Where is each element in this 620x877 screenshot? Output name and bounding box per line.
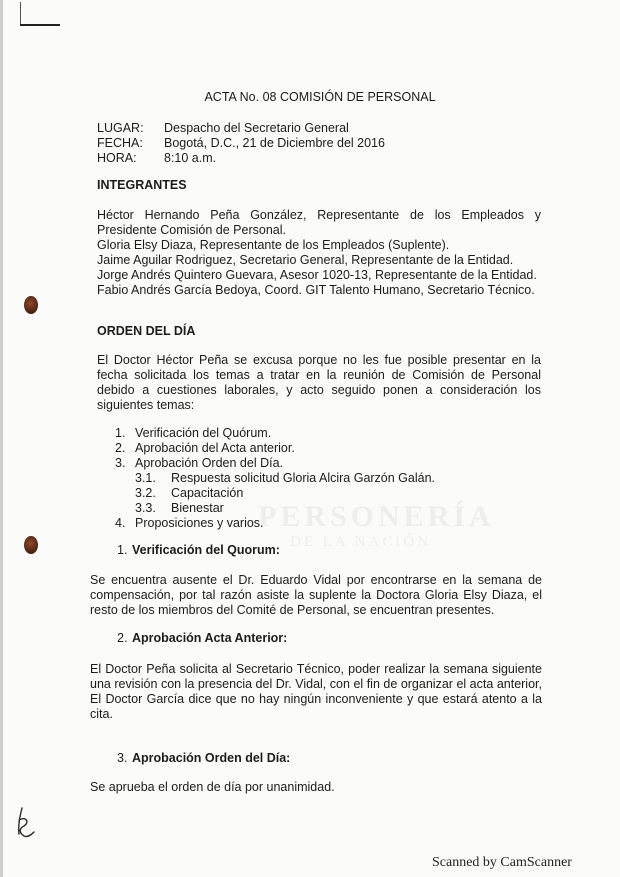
section-2-heading: 2. Aprobación Acta Anterior: (117, 631, 288, 645)
punch-hole-top (24, 296, 38, 314)
orden-intro: El Doctor Héctor Peña se excusa porque no les fue posible presentar en la fecha solicitada los temas a tratar en la reunión de Comisión de Personal debido a cuestiones laborales, y acto seguido ponen a consideración los siguientes temas: (97, 353, 541, 412)
handwritten-signature (12, 806, 38, 842)
section-2-body: El Doctor Peña solicita al Secretario Técnico, poder realizar la semana siguiente una revisión con la presencia del Dr. Vidal, con el fin de organizar el acta anterior, El Doctor García dice que no hay ningún inconveniente y que estará atento a la cita. (90, 662, 542, 721)
page-edge (0, 0, 3, 877)
punch-hole-bottom (24, 536, 38, 554)
watermark-seal-line2: DE LA NACIÓN (290, 534, 431, 550)
agenda-item: 1. Verificación del Quórum. (115, 426, 272, 440)
meta-label-hora: HORA: (97, 151, 137, 165)
section-3-body: Se aprueba el orden de día por unanimidad. (90, 780, 335, 794)
meta-value-hora: 8:10 a.m. (164, 151, 217, 165)
agenda-subitem: 3.2. Capacitación (135, 486, 244, 500)
section-3-heading: 3. Aprobación Orden del Día: (117, 751, 291, 765)
agenda-list (115, 426, 435, 531)
integrantes-heading: INTEGRANTES (97, 178, 187, 192)
scanner-footer: Scanned by CamScanner (432, 855, 572, 870)
member-entry: Héctor Hernando Peña González, Representante de los Empleados y Presidente Comisión de Personal. (97, 208, 541, 237)
meta-value-lugar: Despacho del Secretario General (164, 121, 349, 135)
agenda-subitem: 3.1. Respuesta solicitud Gloria Alcira Garzón Galán. (135, 471, 436, 485)
agenda-item: 4. Proposiciones y varios. (115, 516, 264, 530)
section-1-heading: 1. Verificación del Quorum: (117, 543, 280, 557)
corner-mark (20, 24, 60, 26)
member-entry: Jorge Andrés Quintero Guevara, Asesor 1020-13, Representante de la Entidad. (97, 268, 537, 282)
member-entry: Gloria Elsy Diaza, Representante de los Empleados (Suplente). (97, 238, 450, 252)
meta-label-fecha: FECHA: (97, 136, 143, 150)
meta-value-fecha: Bogotá, D.C., 21 de Diciembre del 2016 (164, 136, 385, 150)
agenda-item: 3. Aprobación Orden del Día. (115, 456, 284, 470)
orden-heading: ORDEN DEL DÍA (97, 324, 196, 338)
watermark-seal-line1: PERSONERÍA (258, 500, 495, 533)
members-list (97, 208, 541, 298)
member-entry: Fabio Andrés García Bedoya, Coord. GIT Talento Humano, Secretario Técnico. (97, 283, 535, 297)
agenda-subitem: 3.3. Bienestar (135, 501, 224, 515)
member-entry: Jaime Aguilar Rodriguez, Secretario General, Representante de la Entidad. (97, 253, 514, 267)
meta-label-lugar: LUGAR: (97, 121, 144, 135)
section-1-body: Se encuentra ausente el Dr. Eduardo Vidal por encontrarse en la semana de compensación, por tal razón asiste la suplente la Doctora Gloria Elsy Diaza, el resto de los miembros del Comité de Personal, se encuentran presentes. (90, 573, 542, 617)
document-title: ACTA No. 08 COMISIÓN DE PERSONAL (204, 90, 436, 104)
agenda-item: 2. Aprobación del Acta anterior. (115, 441, 295, 455)
